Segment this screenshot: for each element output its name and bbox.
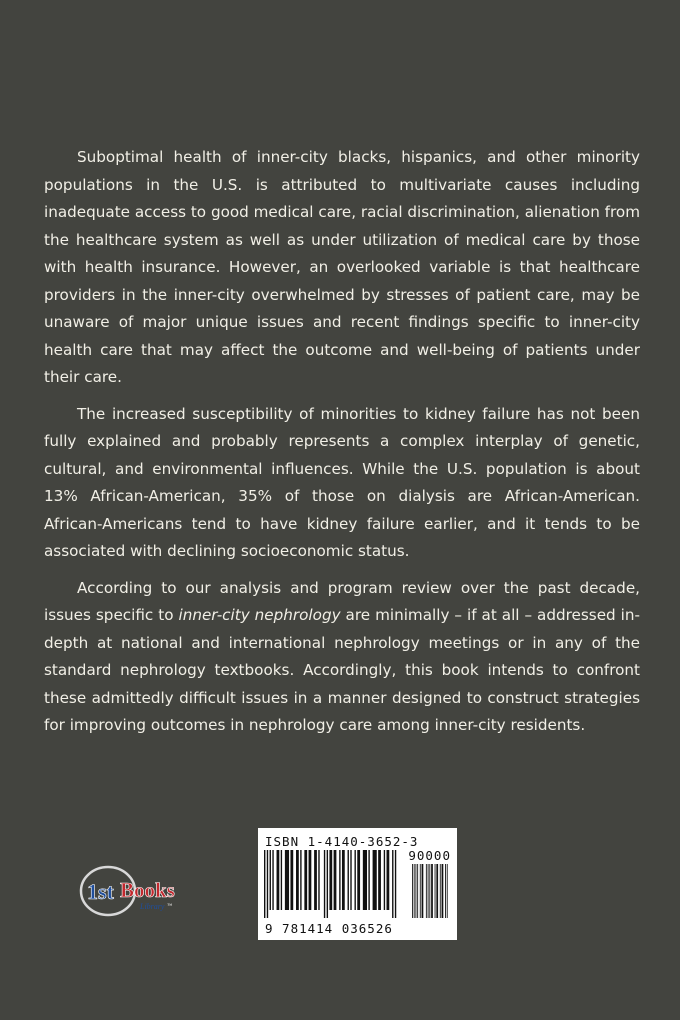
ean-number: 9 781414 036526 [265,921,393,936]
barcode-bar [414,864,415,918]
barcode-bar [378,850,381,910]
barcode-bar [304,850,307,910]
barcode-bar [264,850,265,918]
barcode-bar [368,850,369,910]
barcode-bar [373,850,377,910]
barcode-bar [327,850,328,918]
barcode-bar [272,850,273,910]
barcode-bar [324,850,325,918]
addon-bars [412,864,452,918]
barcode-bar [309,850,312,910]
blurb-p3-start: According to our analysis and program review over the past decade, issues specific to [44,578,640,624]
barcode-bar [387,850,390,910]
barcode-bar [300,850,301,910]
barcode-bar [342,850,345,910]
barcode-bar [426,864,427,918]
barcode-bar [447,864,448,918]
isbn-number: ISBN 1-4140-3652-3 [265,834,419,849]
barcode-bar [384,850,385,910]
barcode-bar [329,850,332,910]
barcode-bar [314,850,317,910]
barcode-bar [267,850,268,918]
barcode-bar [392,850,393,918]
blurb-paragraph-2: The increased susceptibility of minorities to kidney failure has not been fully explained and probably represents a complex interplay of genetic, cultural, and environmental influences. While the U.S. population is about 13% African-American, 35% of those on dialysis are African-American. African-Americans tend to have kidney failure earlier, and it tends to be associated with declining socioeconomic status. [44,404,640,560]
barcode-bar [318,850,319,910]
barcode-bar [270,850,271,910]
ean-bars [264,850,406,918]
logo-1st: 1st [87,879,114,904]
barcode-bar [428,864,429,918]
barcode-bar [357,850,360,910]
back-cover-blurb [44,144,640,749]
logo-books: Books [120,878,175,902]
blurb-paragraph-3 [44,575,640,740]
price-code: 90000 [408,848,451,863]
barcode-bar [412,864,413,918]
barcode-bar [435,864,436,918]
barcode-bar [339,850,340,910]
barcode-bar [442,864,444,918]
barcode-bar [296,850,299,910]
barcode-bar [440,864,441,918]
publisher-logo [78,862,190,920]
blurb-p3-emphasis: inner-city nephrology [178,606,341,624]
barcode-bar [422,864,424,918]
logo-library: Library [140,902,165,911]
barcode-bar [285,850,289,910]
barcode-bar [290,850,293,910]
barcode-bar [350,850,351,910]
logo-trademark: ™ [167,904,172,909]
isbn-barcode [258,828,457,940]
barcode-bar [281,850,282,910]
barcode-bar [431,864,433,918]
barcode-bar [348,850,349,910]
barcode-bar [429,864,430,918]
barcode-bar [417,864,418,918]
barcode-bar [415,864,416,918]
barcode-bar [363,850,367,910]
blurb-p3-end: are minimally – if at all – addressed in-depth at national and international nephrology meetings or in any of the standard nephrology textbooks. Accordingly, this book intends to confront these admittedly difficult issues in a manner designed to construct strategies for improving outcomes in nephrology care among inner-city residents. [44,606,640,734]
barcode-bar [395,850,396,918]
barcode-bar [445,864,446,918]
barcode-bar [277,850,280,910]
barcode-bar [420,864,421,918]
barcode-bar [334,850,337,910]
barcode-bar [354,850,355,910]
blurb-paragraph-1: Suboptimal health of inner-city blacks, hispanics, and other minority populations in the U.S. is attributed to multivariate causes including inadequate access to good medical care, racial discrimination, alienation from the healthcare system as well as under utilization of medical care by those with health insurance. However, an overlooked variable is that healthcare providers in the inner-city overwhelmed by stresses of patient care, may be unaware of major unique issues and recent findings specific to inner-city health care that may affect the outcome and well-being of patients under their care. [44,148,640,386]
barcode-bar [436,864,438,918]
